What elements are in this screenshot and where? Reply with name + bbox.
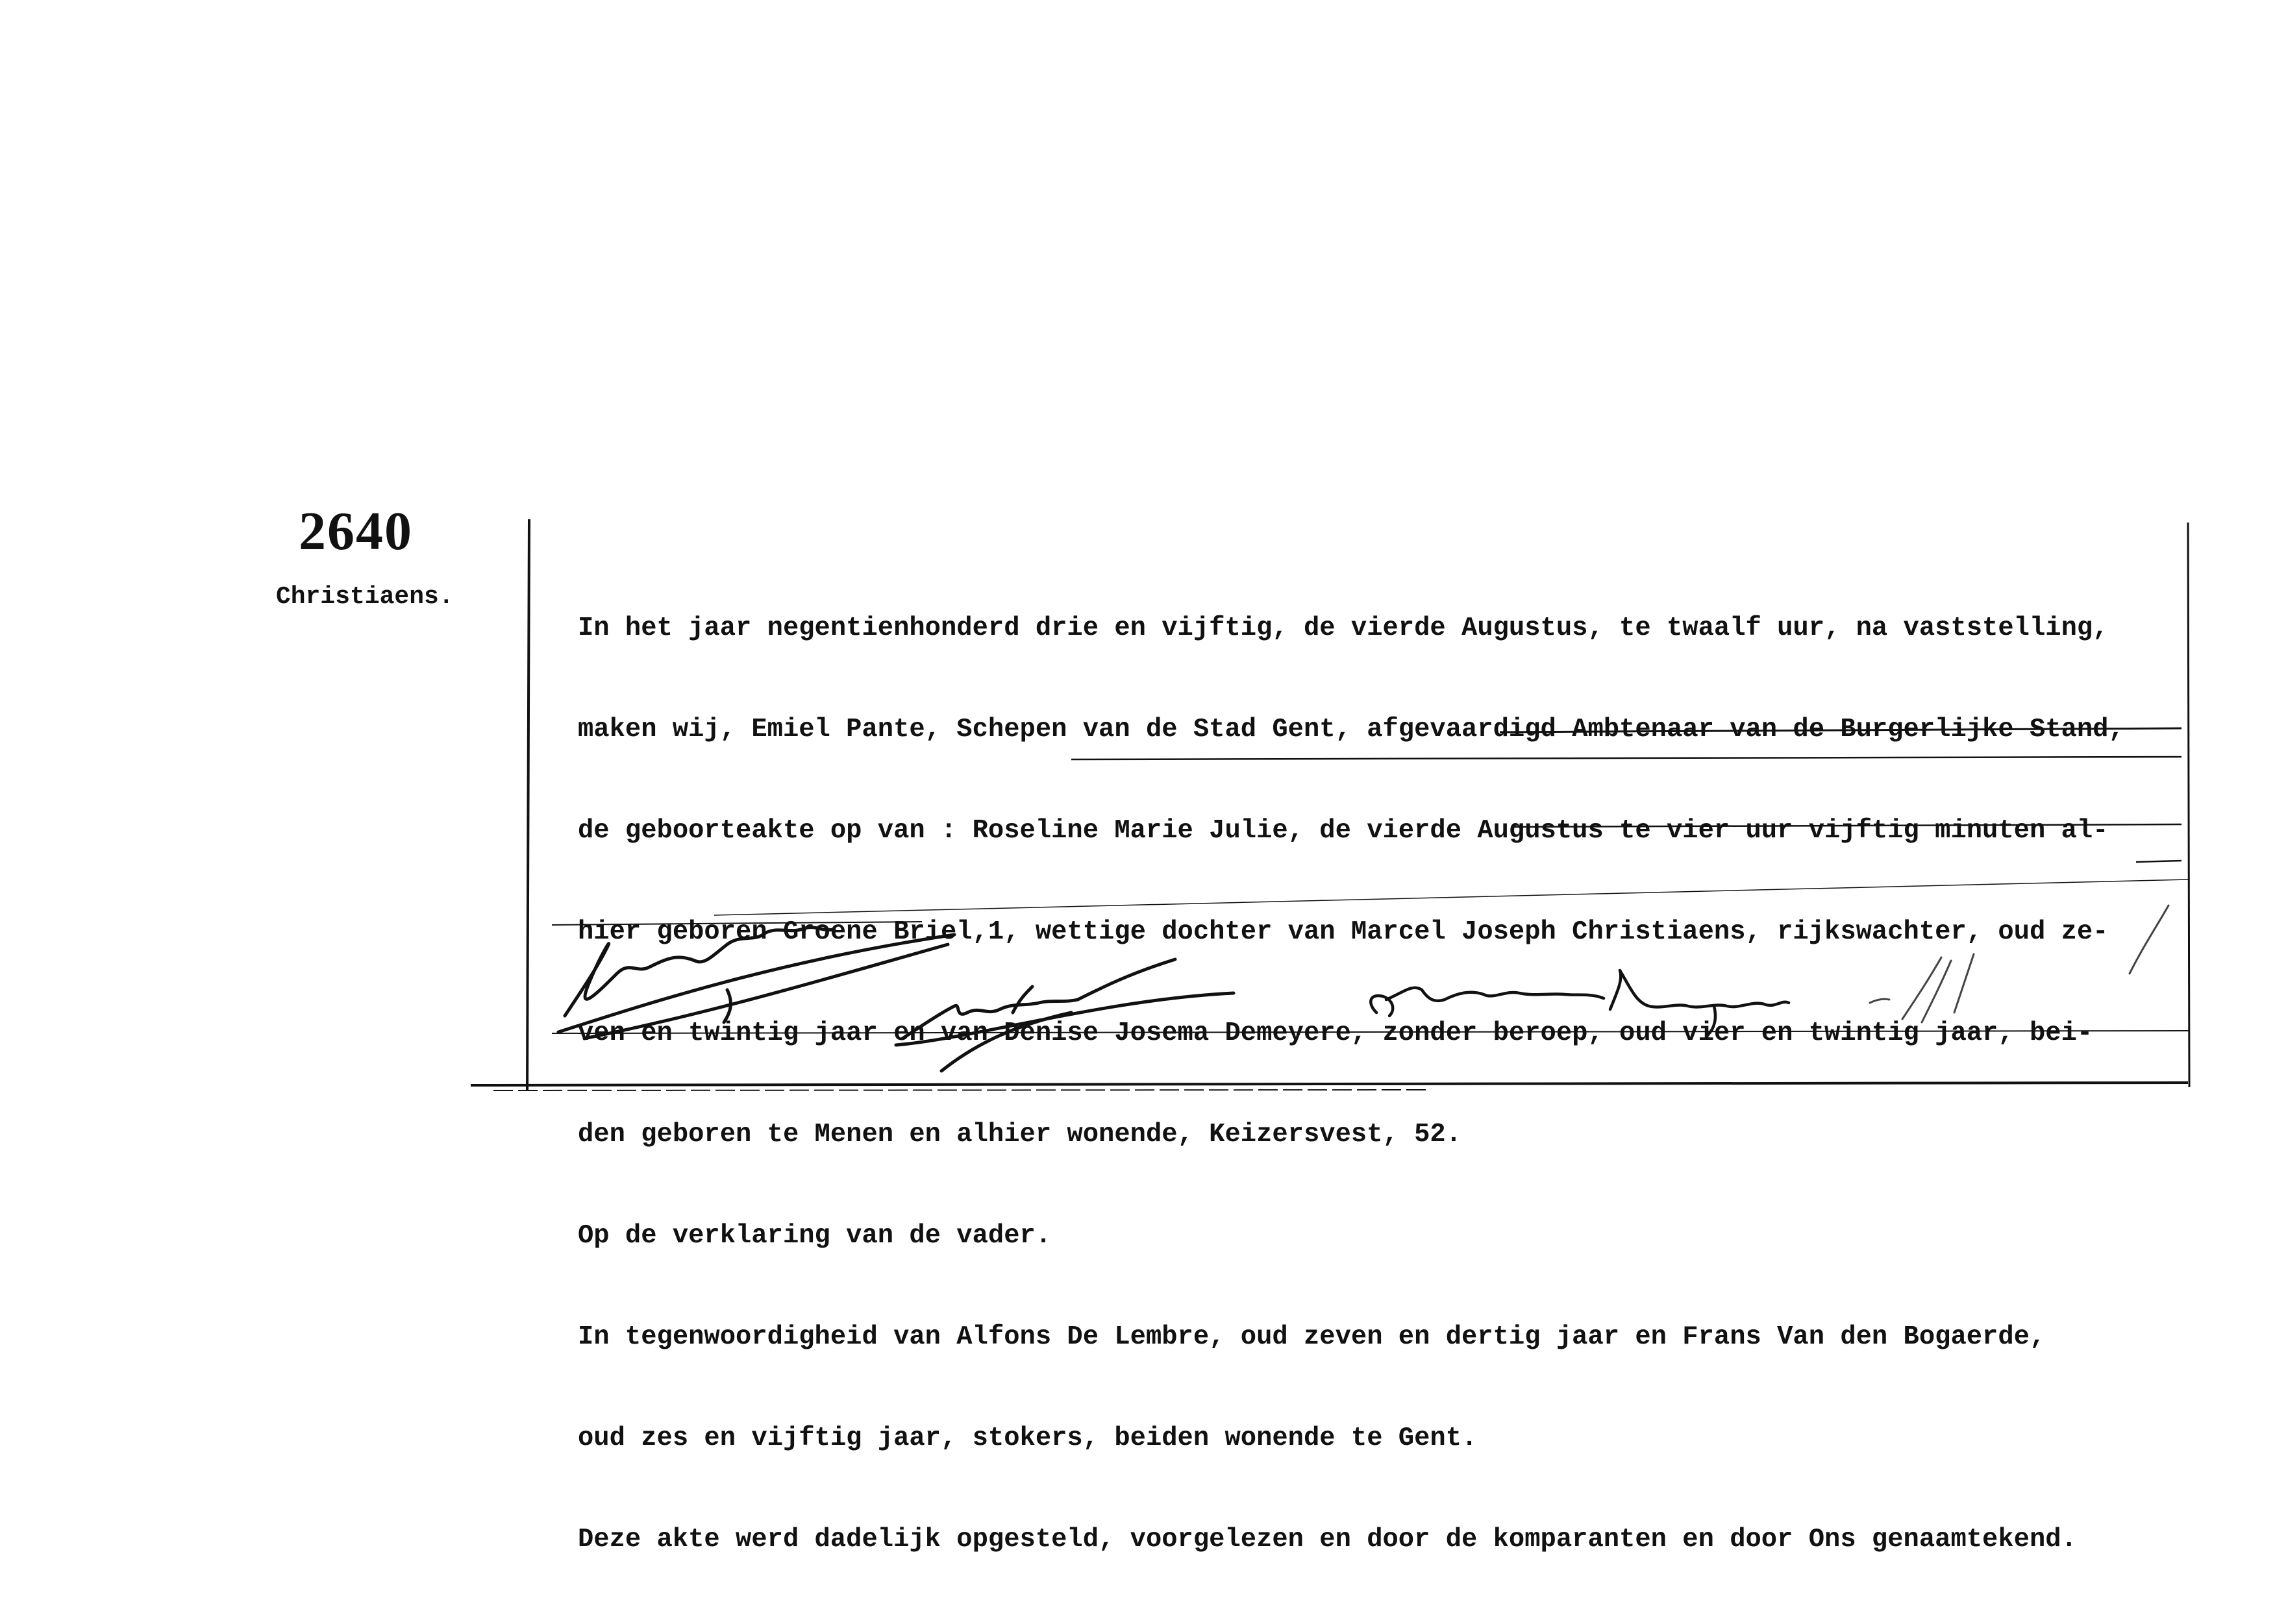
deed-line: den geboren te Menen en alhier wonende, Keizersvest, 52. <box>578 1120 1462 1150</box>
deed-line: In het jaar negentienhonderd drie en vijftig, de vierde Augustus, te twaalf uur, na vaststelling, <box>578 613 2109 643</box>
right-margin-rule <box>2188 523 2189 1087</box>
deed-line: oud zes en vijftig jaar, stokers, beiden wonende te Gent. <box>578 1423 1478 1453</box>
deed-line: maken wij, Emiel Pante, Schepen van de Stad Gent, afgevaardigd Ambtenaar van de Burgerlijke Stand, <box>578 715 2124 744</box>
deed-text <box>578 544 2175 1624</box>
left-margin-rule <box>527 519 529 1090</box>
deed-line: ven en twintig jaar en van Denise Josema Demeyere, zonder beroep, oud vier en twintig jaar, bei- <box>578 1018 2093 1048</box>
margin-surname: Christiaens. <box>276 583 454 611</box>
deed-line: hier geboren Groene Briel,1, wettige dochter van Marcel Joseph Christiaens, rijkswachter, oud ze- <box>578 917 2109 947</box>
record-number: 2640 <box>299 501 413 561</box>
deed-line: Deze akte werd dadelijk opgesteld, voorgelezen en door de komparanten en door Ons genaamtekend. <box>578 1525 2077 1555</box>
deed-line: Op de verklaring van de vader. <box>578 1221 1052 1251</box>
deed-line: de geboorteakte op van : Roseline Marie Julie, de vierde Augustus te vier uur vijftig minuten al- <box>578 816 2109 846</box>
deed-line: In tegenwoordigheid van Alfons De Lembre, oud zeven en dertig jaar en Frans Van den Bogaerde, <box>578 1322 2046 1352</box>
